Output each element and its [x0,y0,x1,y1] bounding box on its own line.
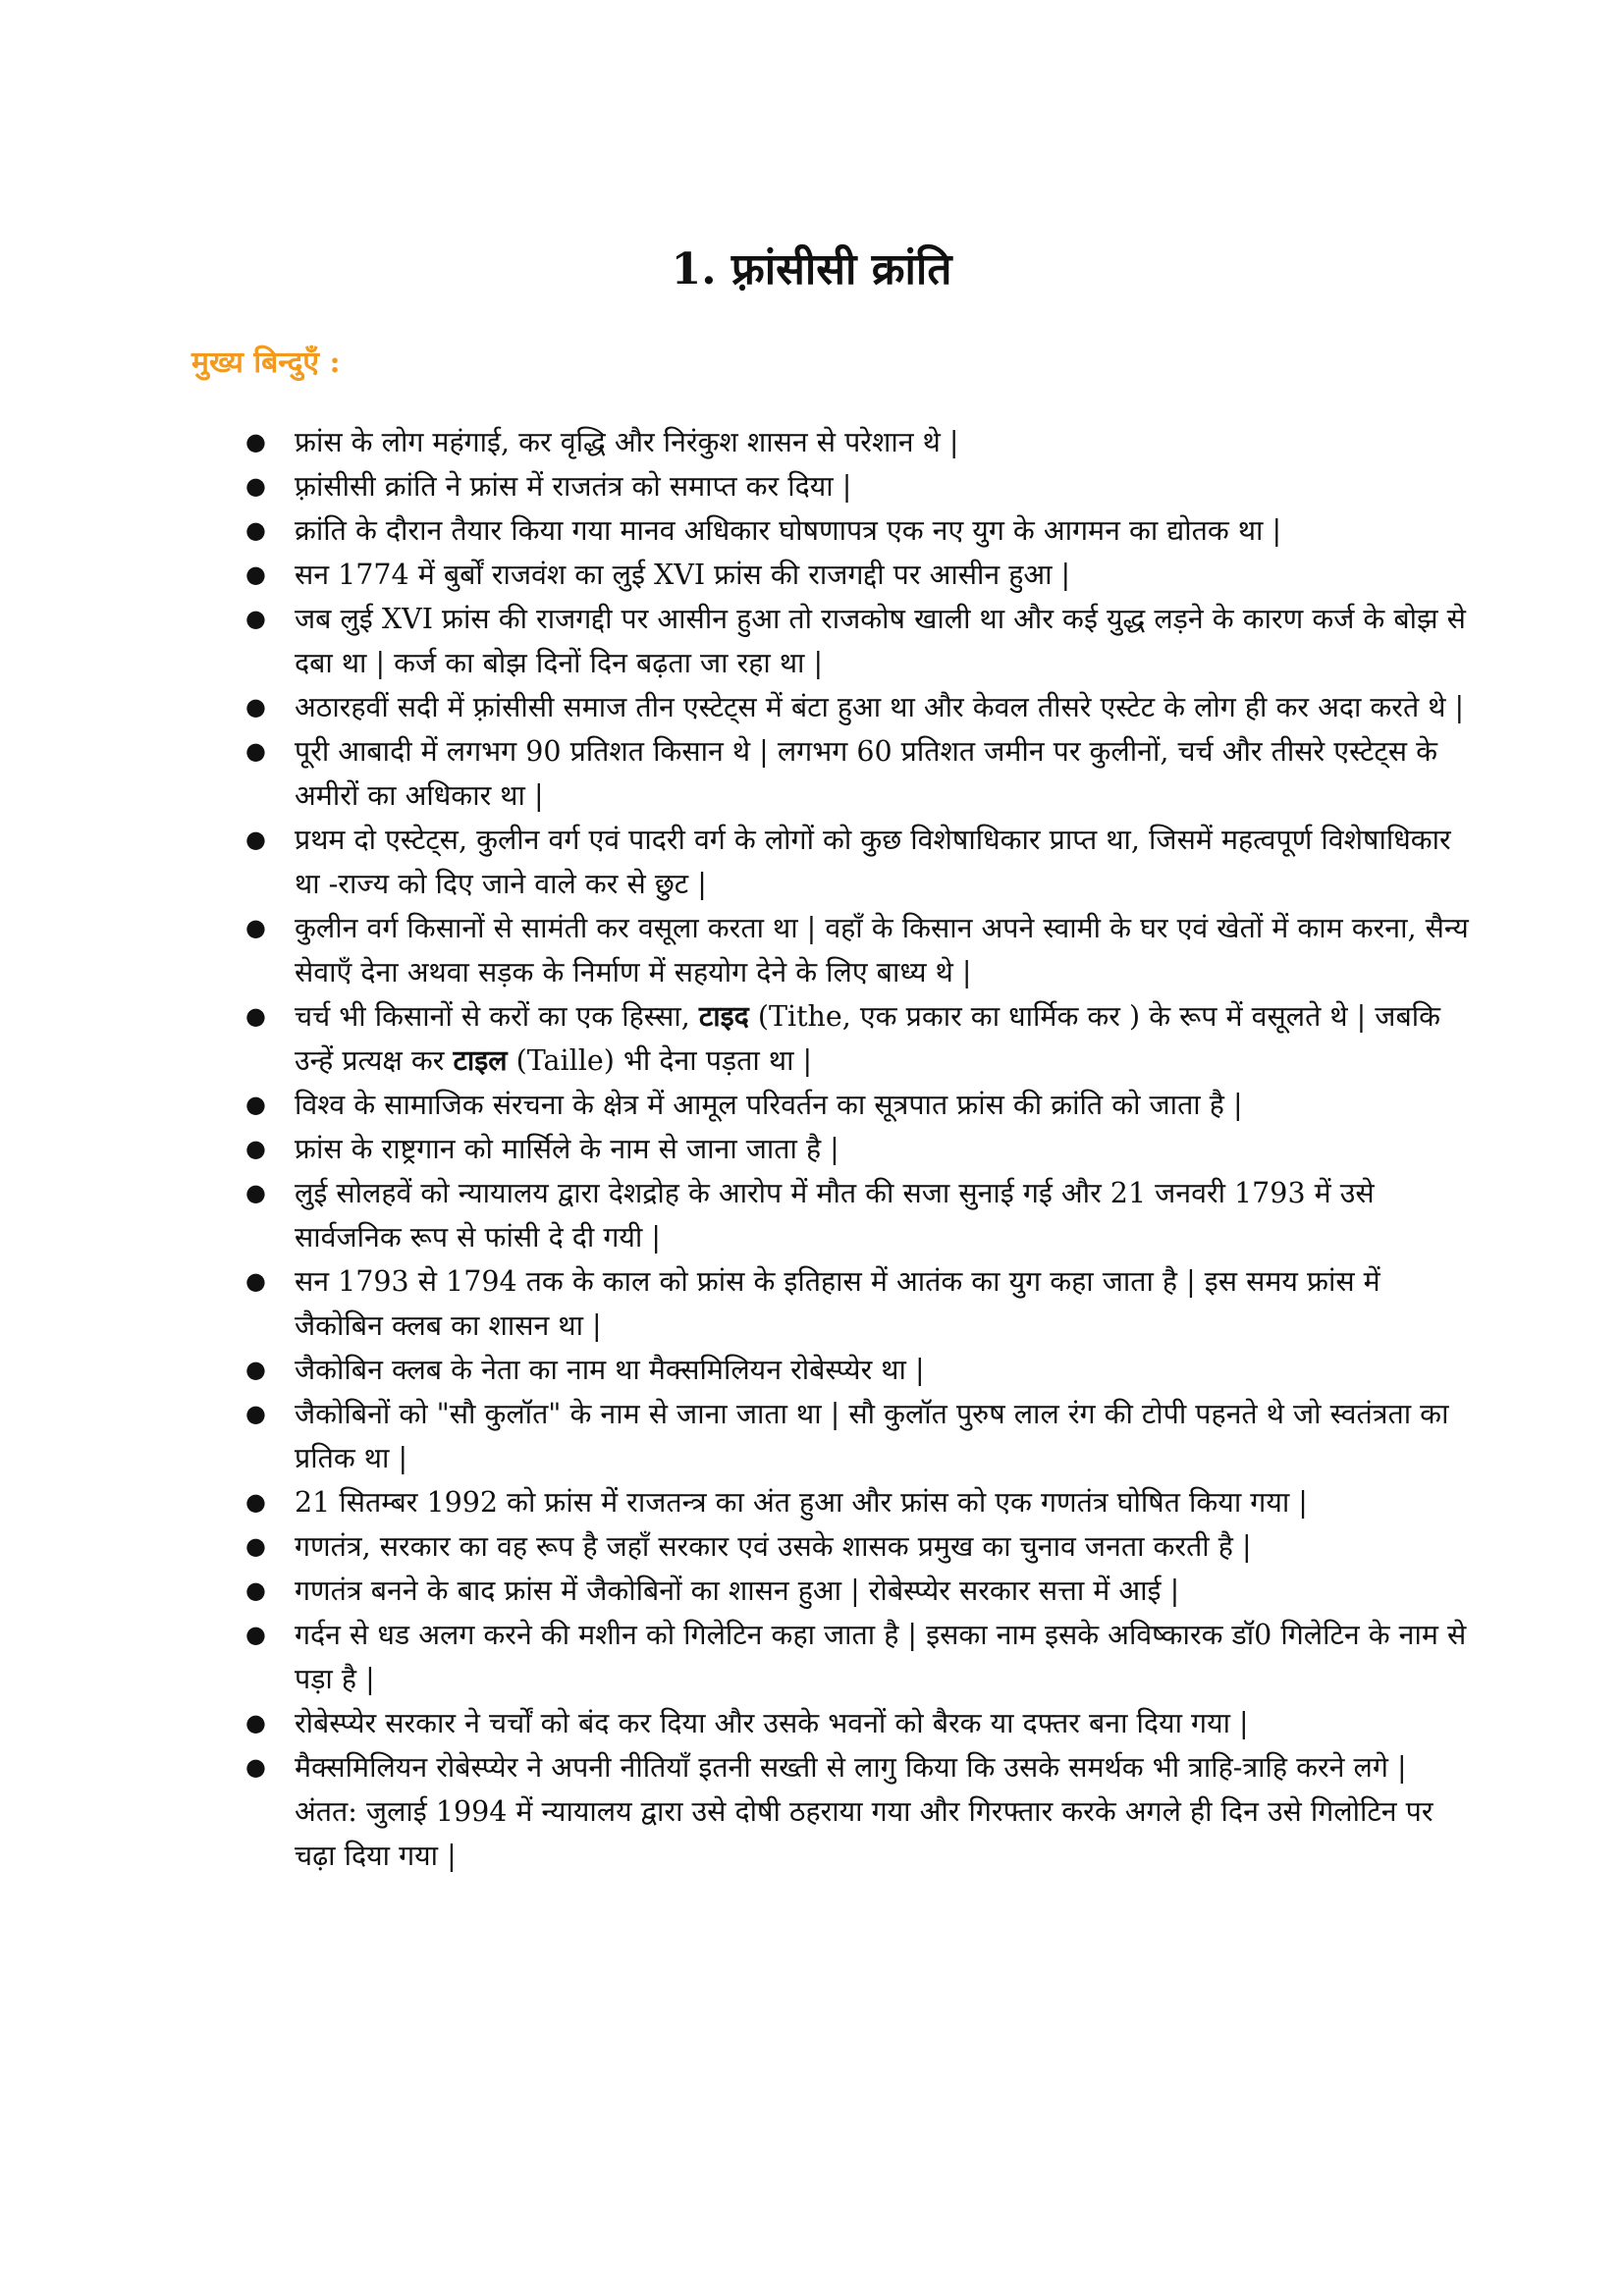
list-item-text: अठारहवीं सदी में फ़्रांसीसी समाज तीन एस्टेट्स में बंटा हुआ था और केवल तीसरे एस्टेट के लोग ही कर अदा करते थे | [295,691,1465,723]
list-item-text: (Tithe, एक प्रकार का धार्मिक कर ) के रूप में वसूलते थे | जबकि उन्हें प्रत्यक्ष कर [295,1000,1440,1077]
bold-term: टाइल [453,1044,508,1077]
bullet-icon: ● [245,1091,266,1118]
bold-term: टाइद [698,1000,749,1033]
list-item-text: चर्च भी किसानों से करों का एक हिस्सा, [295,1000,699,1033]
bullet-icon: ● [245,561,266,588]
list-item [245,1171,1473,1259]
list-item [245,420,1473,464]
list-item [245,994,1473,1083]
key-points-list [243,420,1473,1878]
list-item-text: गणतंत्र बनने के बाद फ्रांस में जैकोबिनों का शासन हुआ | रोबेस्प्येर सरकार सत्ता में आई | [295,1575,1180,1607]
bullet-icon: ● [245,516,266,544]
list-item [245,906,1473,994]
bullet-icon: ● [245,1621,266,1648]
list-item [245,1392,1473,1480]
list-item [245,597,1473,685]
bullet-icon: ● [245,1576,266,1604]
list-item [245,553,1473,597]
list-item [245,464,1473,508]
bullet-icon: ● [245,1002,266,1030]
bullet-icon: ● [245,1400,266,1427]
list-item-text: गणतंत्र, सरकार का वह रूप है जहाँ सरकार एवं उसके शासक प्रमुख का चुनाव जनता करती है | [295,1530,1252,1563]
list-item-text: प्रथम दो एस्टेट्स, कुलीन वर्ग एवं पादरी वर्ग के लोगों को कुछ विशेषाधिकार प्राप्त था, जिसमें महत्वपूर्ण विशेषाधिकार था -राज्य को दिए जाने वाले कर से छुट | [295,824,1451,900]
list-item-text: क्रांति के दौरान तैयार किया गया मानव अधिकार घोषणापत्र एक नए युग के आगमन का द्योतक था | [295,514,1282,547]
bullet-icon: ● [245,914,266,941]
list-item-text: जब लुई XVI फ्रांस की राजगद्दी पर आसीन हुआ तो राजकोष खाली था और कई युद्ध लड़ने के कारण कर्ज के बोझ से दबा था | कर्ज का बोझ दिनों दिन बढ़ता जा रहा था | [295,603,1466,679]
list-item [245,818,1473,906]
list-item-text: जैकोबिनों को "सौ कुलॉत" के नाम से जाना जाता था | सौ कुलॉत पुरुष लाल रंग की टोपी पहनते थे जो स्वतंत्रता का प्रतिक था | [295,1398,1449,1474]
bullet-icon: ● [245,1356,266,1383]
list-item [245,1745,1473,1878]
list-item-text: लुई सोलहवें को न्यायालय द्वारा देशद्रोह के आरोप में मौत की सजा सुनाई गई और 21 जनवरी 1793 में उसे सार्वजनिक रूप से फांसी दे दी गयी | [295,1177,1375,1254]
bullet-icon: ● [245,826,266,853]
list-item-text: (Taille) भी देना पड़ता था | [507,1044,813,1077]
bullet-icon: ● [245,1753,266,1781]
list-item [245,685,1473,729]
list-item [245,1613,1473,1701]
bullet-icon: ● [245,1179,266,1206]
list-item [245,1569,1473,1613]
bullet-icon: ● [245,1709,266,1736]
bullet-icon: ● [245,1135,266,1162]
list-item [245,508,1473,553]
list-item [245,1524,1473,1569]
bullet-icon: ● [245,1532,266,1560]
list-item-text: फ्रांस के राष्ट्रगान को मार्सिले के नाम से जाना जाता है | [295,1133,839,1165]
bullet-icon: ● [245,1267,266,1295]
list-item [245,1083,1473,1127]
list-item [245,1480,1473,1524]
bullet-icon: ● [245,472,266,500]
bullet-icon: ● [245,605,266,632]
list-item [245,729,1473,818]
bullet-icon: ● [245,1488,266,1516]
list-item-text: सन 1793 से 1794 तक के काल को फ्रांस के इतिहास में आतंक का युग कहा जाता है | इस समय फ्रांस में जैकोबिन क्लब का शासन था | [295,1265,1380,1342]
list-item-text: फ्रांस के लोग महंगाई, कर वृद्धि और निरंकुश शासन से परेशान थे | [295,426,959,458]
list-item-text: कुलीन वर्ग किसानों से सामंती कर वसूला करता था | वहाँ के किसान अपने स्वामी के घर एवं खेतों में काम करना, सैन्य सेवाएँ देना अथवा सड़क के निर्माण में सहयोग देने के लिए बाध्य थे | [295,912,1469,988]
list-item [245,1701,1473,1745]
list-item [245,1259,1473,1348]
page-title: 1. फ़्रांसीसी क्रांति [671,244,952,294]
list-item-text: पूरी आबादी में लगभग 90 प्रतिशत किसान थे | लगभग 60 प्रतिशत जमीन पर कुलीनों, चर्च और तीसरे एस्टेट्स के अमीरों का अधिकार था | [295,735,1437,812]
bullet-icon: ● [245,737,266,765]
bullet-icon: ● [245,428,266,455]
list-item [245,1348,1473,1392]
bullet-icon: ● [245,693,266,721]
list-item-text: रोबेस्प्येर सरकार ने चर्चों को बंद कर दिया और उसके भवनों को बैरक या दफ्तर बना दिया गया | [295,1707,1249,1739]
list-item-text: 21 सितम्बर 1992 को फ्रांस में राजतन्त्र का अंत हुआ और फ्रांस को एक गणतंत्र घोषित किया गया | [295,1486,1308,1519]
list-item-text: विश्व के सामाजिक संरचना के क्षेत्र में आमूल परिवर्तन का सूत्रपात फ्रांस की क्रांति को जाता है | [295,1089,1243,1121]
list-item-text: गर्दन से धड अलग करने की मशीन को गिलेटिन कहा जाता है | इसका नाम इसके अविष्कारक डॉ0 गिलेटिन के नाम से पड़ा है | [295,1619,1467,1695]
list-item-text: फ़्रांसीसी क्रांति ने फ्रांस में राजतंत्र को समाप्त कर दिया | [295,470,852,503]
list-item-text: सन 1774 में बुर्बों राजवंश का लुई XVI फ्रांस की राजगद्दी पर आसीन हुआ | [295,559,1071,591]
list-item-text: मैक्समिलियन रोबेस्प्येर ने अपनी नीतियाँ इतनी सख्ती से लागु किया कि उसके समर्थक भी त्राहि-त्राहि करने लगे | अंतत: जुलाई 1994 में न्यायालय द्वारा उसे दोषी ठहराया गया और गिरफ्तार करके अगले ही दिन उसे गिलोटिन पर चढ़ा दिया गया | [295,1751,1434,1872]
list-item [245,1127,1473,1171]
section-heading: मुख्य बिन्दुएँ : [191,346,341,380]
list-item-text: जैकोबिन क्लब के नेता का नाम था मैक्समिलियन रोबेस्प्येर था | [295,1354,925,1386]
